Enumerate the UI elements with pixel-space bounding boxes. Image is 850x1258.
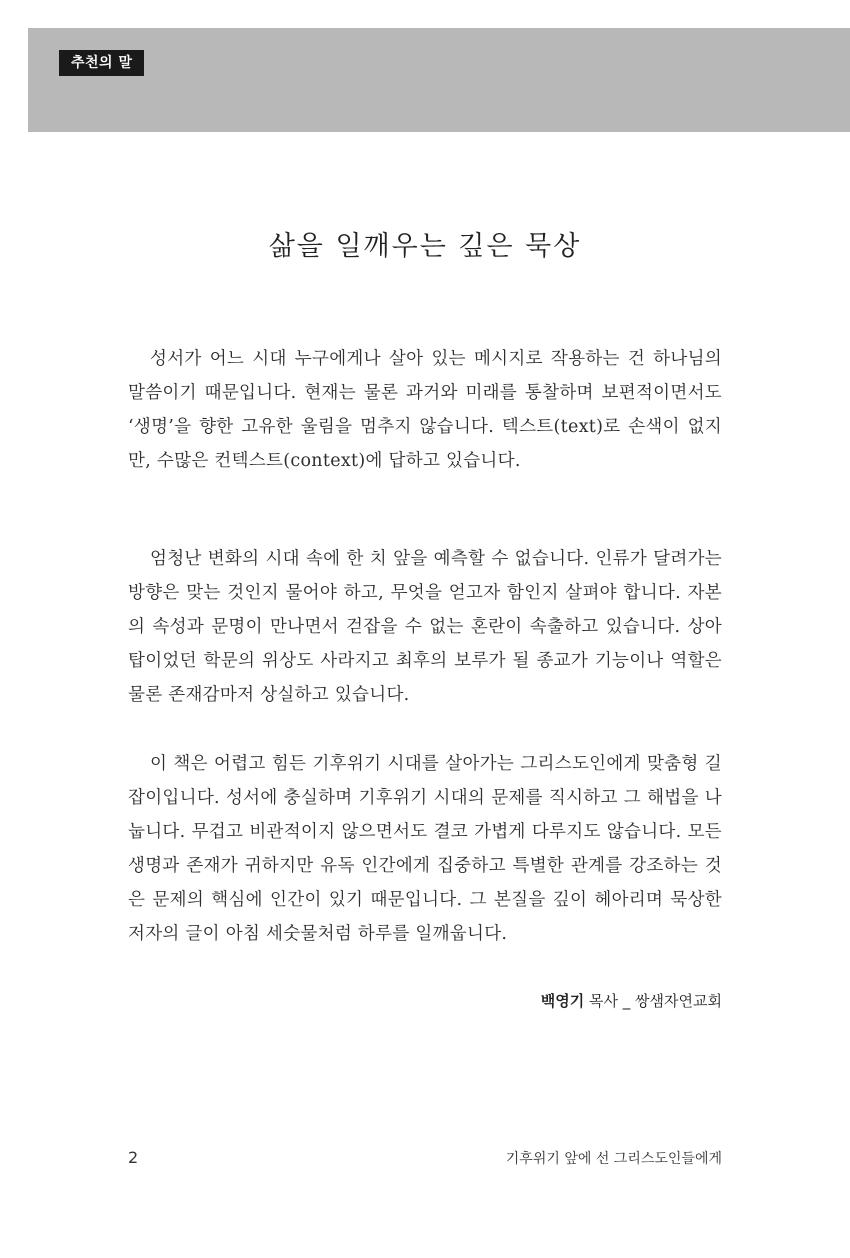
author-title: 목사 xyxy=(589,992,618,1010)
page-title: 삶을 일깨우는 깊은 묵상 xyxy=(268,231,582,262)
paragraph-3: 이 책은 어렵고 힘든 기후위기 시대를 살아가는 그리스도인에게 맞춤형 길잡이입니다. 성서에 충실하며 기후위기 시대의 문제를 직시하고 그 해법을 나눕니다. 무겁고 비관적이지 않으면서도 결코 가볍게 다루지도 않습니다. 모든 생명과 존재가 귀하지만 유독 인간에게 집중하고 특별한 관계를 강조하는 것은 문제의 핵심에 인간이 있기 때문입니다. 그 본질을 깊이 헤아리며 묵상한 저자의 글이 아침 세숫물처럼 하루를 일깨웁니다. xyxy=(128,754,722,944)
paragraph-2: 엄청난 변화의 시대 속에 한 치 앞을 예측할 수 없습니다. 인류가 달려가는 방향은 맞는 것인지 물어야 하고, 무엇을 얻고자 함인지 살펴야 합니다. 자본의 속성과 문명이 만나면서 걷잡을 수 없는 혼란이 속출하고 있습니다. 상아탑이었던 학문의 위상도 사라지고 최후의 보루가 될 종교가 기능이나 역할은 물론 존재감마저 상실하고 있습니다. xyxy=(128,549,722,705)
author-affiliation: 쌍샘자연교회 xyxy=(635,992,722,1010)
section-tag: 추천의 말 xyxy=(59,50,144,76)
author-name: 백영기 xyxy=(540,992,585,1010)
header-band xyxy=(28,28,850,132)
paragraph-1: 성서가 어느 시대 누구에게나 살아 있는 메시지로 작용하는 건 하나님의 말씀이기 때문입니다. 현재는 물론 과거와 미래를 통찰하며 보편적이면서도 ‘생명’을 향한 고유한 울림을 멈추지 않습니다. 텍스트(text)로 손색이 없지만, 수많은 컨텍스트(context)에 답하고 있습니다. xyxy=(128,349,722,471)
running-title: 기후위기 앞에 선 그리스도인들에게 xyxy=(505,1151,722,1167)
signature xyxy=(541,990,722,1011)
page-number: 2 xyxy=(128,1148,139,1167)
signature-separator: _ xyxy=(622,992,631,1010)
